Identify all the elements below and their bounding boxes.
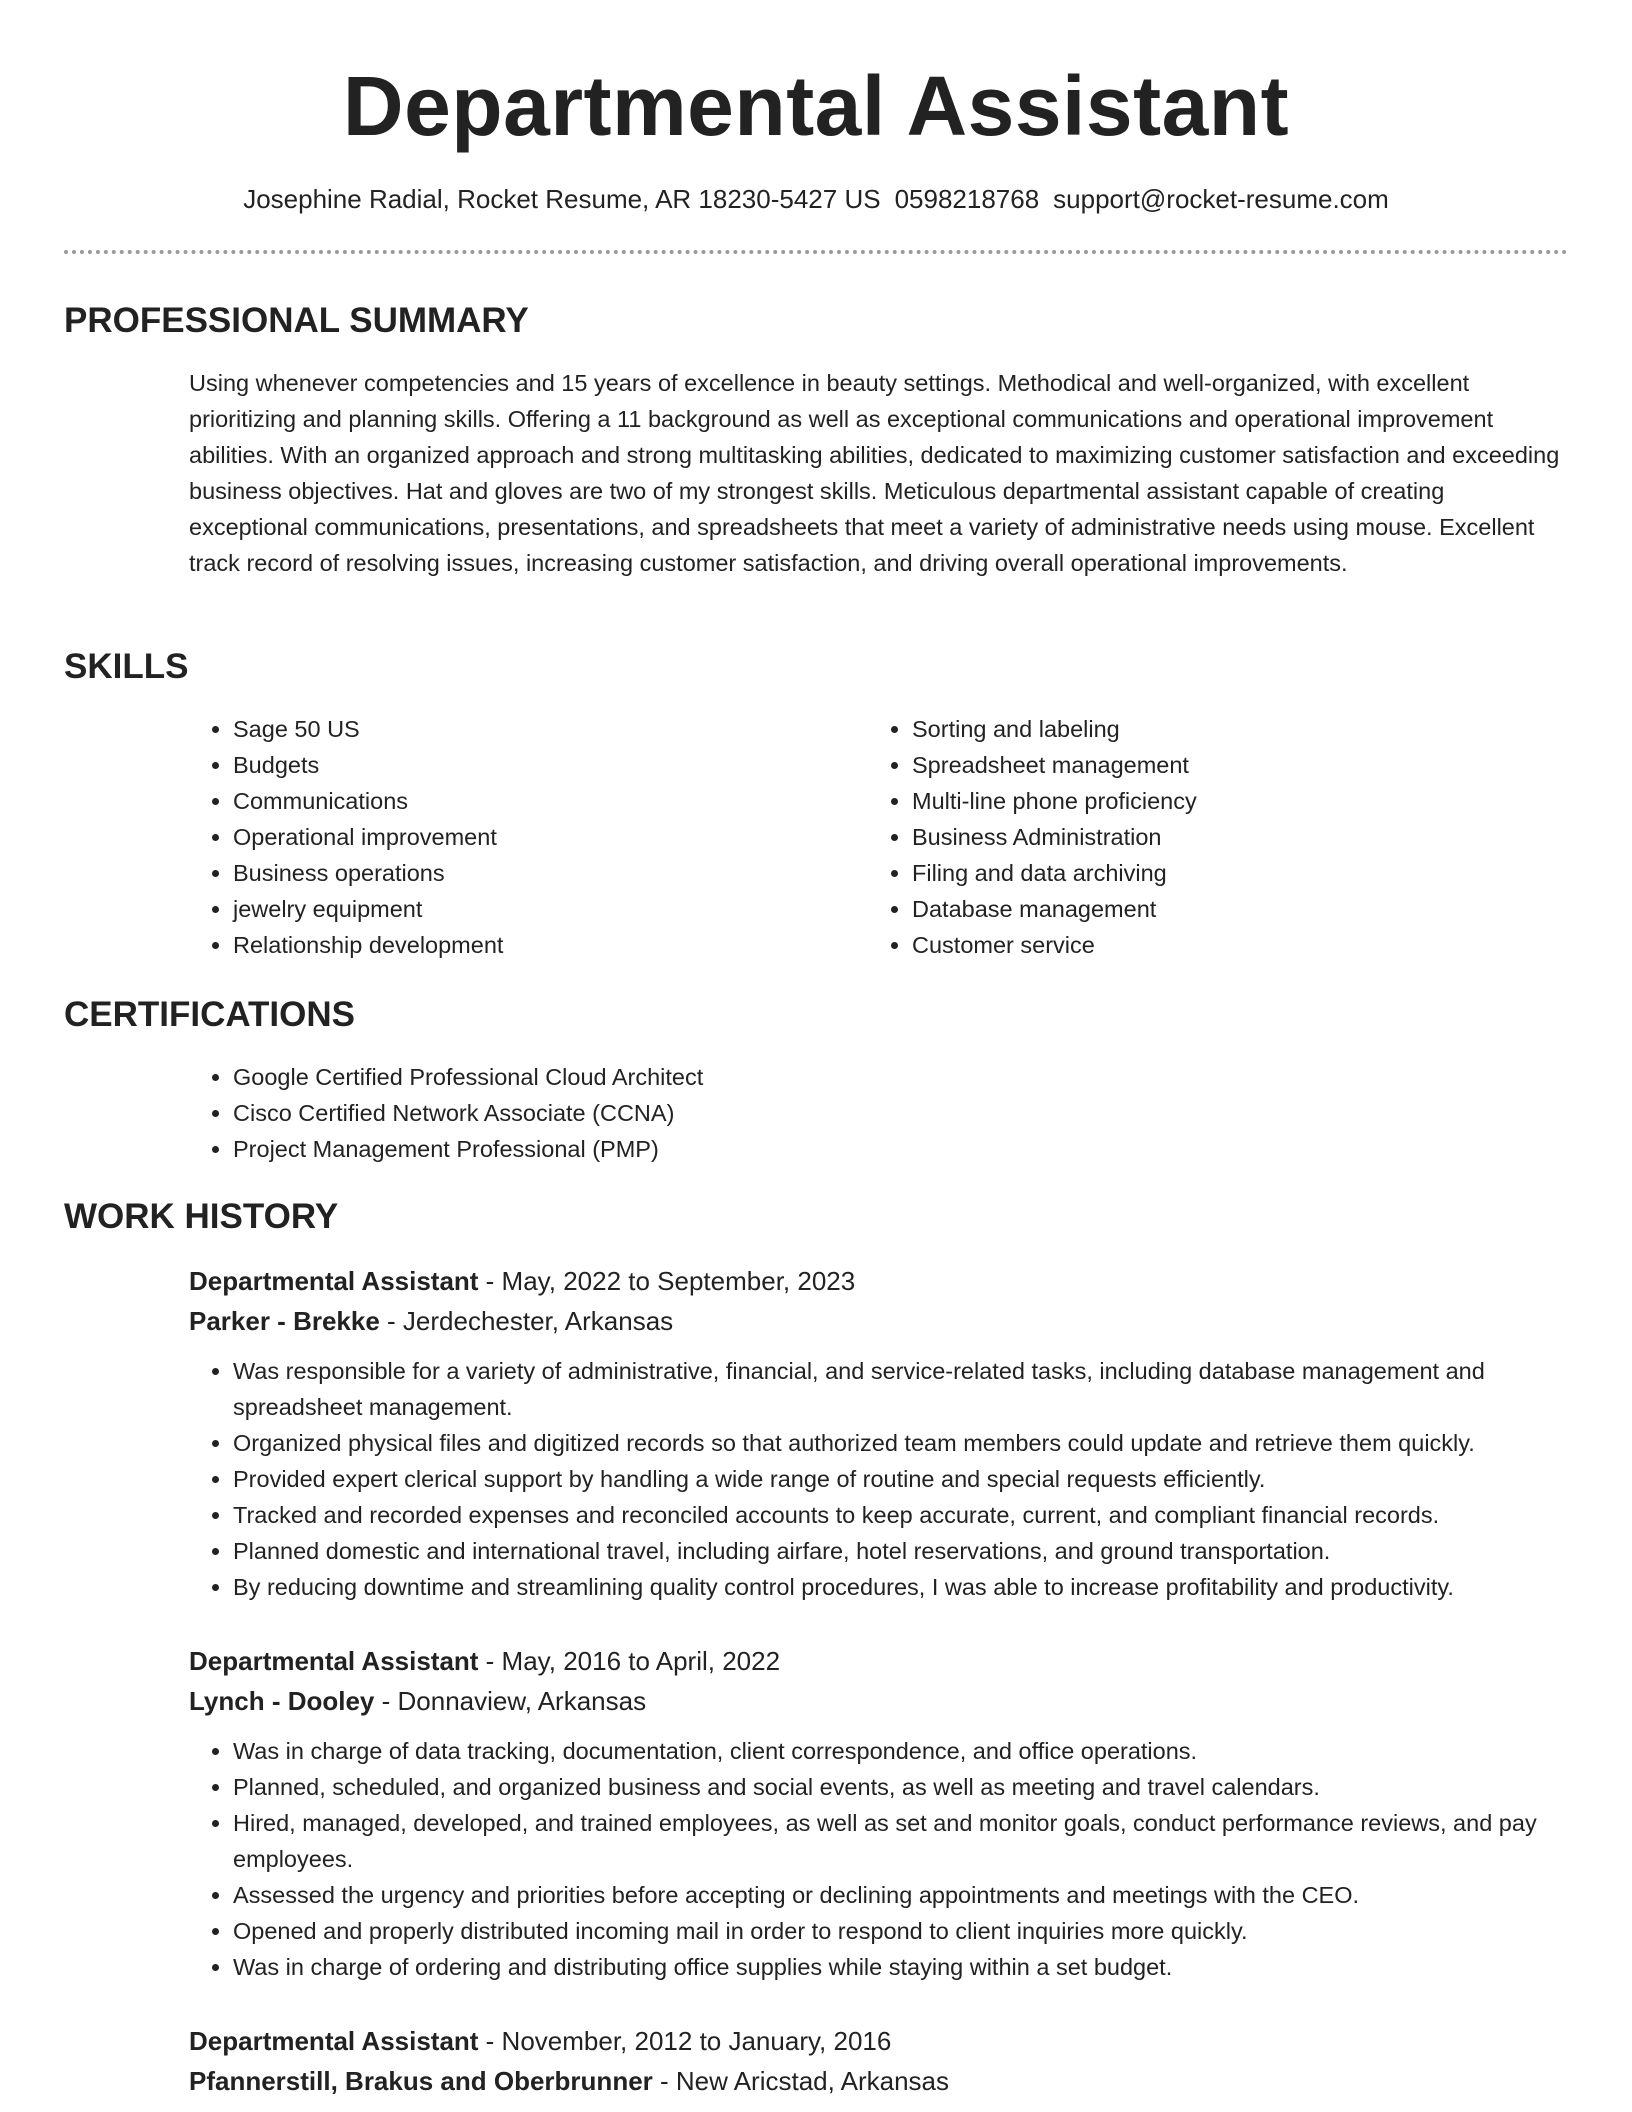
job-location: - New Aricstad, Arkansas (652, 2066, 950, 2096)
certifications-list (189, 1059, 703, 1167)
job-company: Lynch - Dooley (189, 1686, 375, 1716)
skill-item: • jewelry equipment (233, 891, 829, 927)
skill-item: • Operational improvement (233, 819, 829, 855)
job-company: Parker - Brekke (189, 1306, 380, 1336)
job-role: Departmental Assistant (189, 1266, 479, 1296)
certification-item: • Google Certified Professional Cloud Architect (233, 1059, 703, 1095)
job-bullet: • Planned domestic and international travel, including airfare, hotel reservations, and ground transportation. (233, 1533, 1579, 1569)
job-dates: - May, 2016 to April, 2022 (478, 1646, 781, 1676)
job-bullet: • Assessed the urgency and priorities before accepting or declining appointments and meetings with the CEO. (233, 1877, 1579, 1913)
skill-item: • Relationship development (233, 927, 829, 963)
contact-phone: 0598218768 (894, 184, 1040, 214)
certification-item: • Cisco Certified Network Associate (CCNA) (233, 1095, 703, 1131)
job-entry (189, 2021, 1579, 2101)
section-title-work-history: WORK HISTORY (64, 1197, 339, 1236)
contact-line (0, 181, 1632, 217)
job-bullet: • Was in charge of ordering and distributing office supplies while staying within a set budget. (233, 1949, 1579, 1985)
job-location: - Donnaview, Arkansas (374, 1686, 647, 1716)
job-bullet: • Opened and properly distributed incoming mail in order to respond to client inquiries more quickly. (233, 1913, 1579, 1949)
skill-item: • Sage 50 US (233, 711, 829, 747)
section-title-certifications: CERTIFICATIONS (64, 995, 356, 1034)
job-bullet: • Planned, scheduled, and organized business and social events, as well as meeting and travel calendars. (233, 1769, 1579, 1805)
skill-item: • Customer service (912, 927, 1568, 963)
section-title-summary: PROFESSIONAL SUMMARY (64, 301, 529, 340)
job-bullets (189, 1353, 1579, 1605)
job-company-line (189, 2061, 1579, 2101)
job-title-line (189, 1261, 1579, 1301)
skills-column-left (189, 711, 829, 963)
summary-text: Using whenever competencies and 15 years of excellence in beauty settings. Methodical and well-organized, with excellent prioritizing and planning skills. Offering a 11 background as well as exceptional communications and operational improvement abilities. With an organized approach and strong multitasking abilities, dedicated to maximizing customer satisfaction and exceeding business objectives. Hat and gloves are two of my strongest skills. Meticulous departmental assistant capable of creating exceptional communications, presentations, and spreadsheets that meet a variety of administrative needs using mouse. Excellent track record of resolving issues, increasing customer satisfaction, and driving overall operational improvements. (189, 370, 1560, 576)
skill-item: • Filing and data archiving (912, 855, 1568, 891)
job-dates: - May, 2022 to September, 2023 (478, 1266, 856, 1296)
skill-item: • Business Administration (912, 819, 1568, 855)
skill-item: • Multi-line phone proficiency (912, 783, 1568, 819)
job-bullet: • Was in charge of data tracking, documentation, client correspondence, and office operations. (233, 1733, 1579, 1769)
job-entry (189, 1261, 1579, 1605)
section-title-skills: SKILLS (64, 647, 189, 686)
skill-item: • Budgets (233, 747, 829, 783)
skill-item: • Business operations (233, 855, 829, 891)
job-bullet: • By reducing downtime and streamlining quality control procedures, I was able to increase profitability and productivity. (233, 1569, 1579, 1605)
skills-column-right (868, 711, 1568, 963)
job-company: Pfannerstill, Brakus and Oberbrunner (189, 2066, 653, 2096)
job-location: - Jerdechester, Arkansas (379, 1306, 674, 1336)
job-title-line (189, 2021, 1579, 2061)
job-bullet: • Was responsible for a variety of administrative, financial, and service-related tasks, including database management and spreadsheet management. (233, 1353, 1579, 1425)
resume-name-title: Departmental Assistant (342, 59, 1290, 153)
job-entry (189, 1641, 1579, 1985)
job-bullet: • Tracked and recorded expenses and reconciled accounts to keep accurate, current, and compliant financial records. (233, 1497, 1579, 1533)
certification-item: • Project Management Professional (PMP) (233, 1131, 703, 1167)
job-dates: - November, 2012 to January, 2016 (478, 2026, 892, 2056)
job-bullets (189, 1733, 1579, 1985)
job-company-line (189, 1301, 1579, 1341)
job-bullet: • Organized physical files and digitized records so that authorized team members could update and retrieve them quickly. (233, 1425, 1579, 1461)
skill-item: • Spreadsheet management (912, 747, 1568, 783)
contact-address: Josephine Radial, Rocket Resume, AR 18230-5427 US (243, 184, 881, 214)
contact-email: support@rocket-resume.com (1053, 184, 1389, 214)
job-role: Departmental Assistant (189, 1646, 479, 1676)
header-divider (64, 250, 1568, 254)
job-title-line (189, 1641, 1579, 1681)
skill-item: • Communications (233, 783, 829, 819)
job-role: Departmental Assistant (189, 2026, 479, 2056)
job-company-line (189, 1681, 1579, 1721)
skill-item: • Database management (912, 891, 1568, 927)
skill-item: • Sorting and labeling (912, 711, 1568, 747)
job-bullet: • Hired, managed, developed, and trained employees, as well as set and monitor goals, conduct performance reviews, and pay employees. (233, 1805, 1579, 1877)
job-bullet: • Provided expert clerical support by handling a wide range of routine and special requests efficiently. (233, 1461, 1579, 1497)
